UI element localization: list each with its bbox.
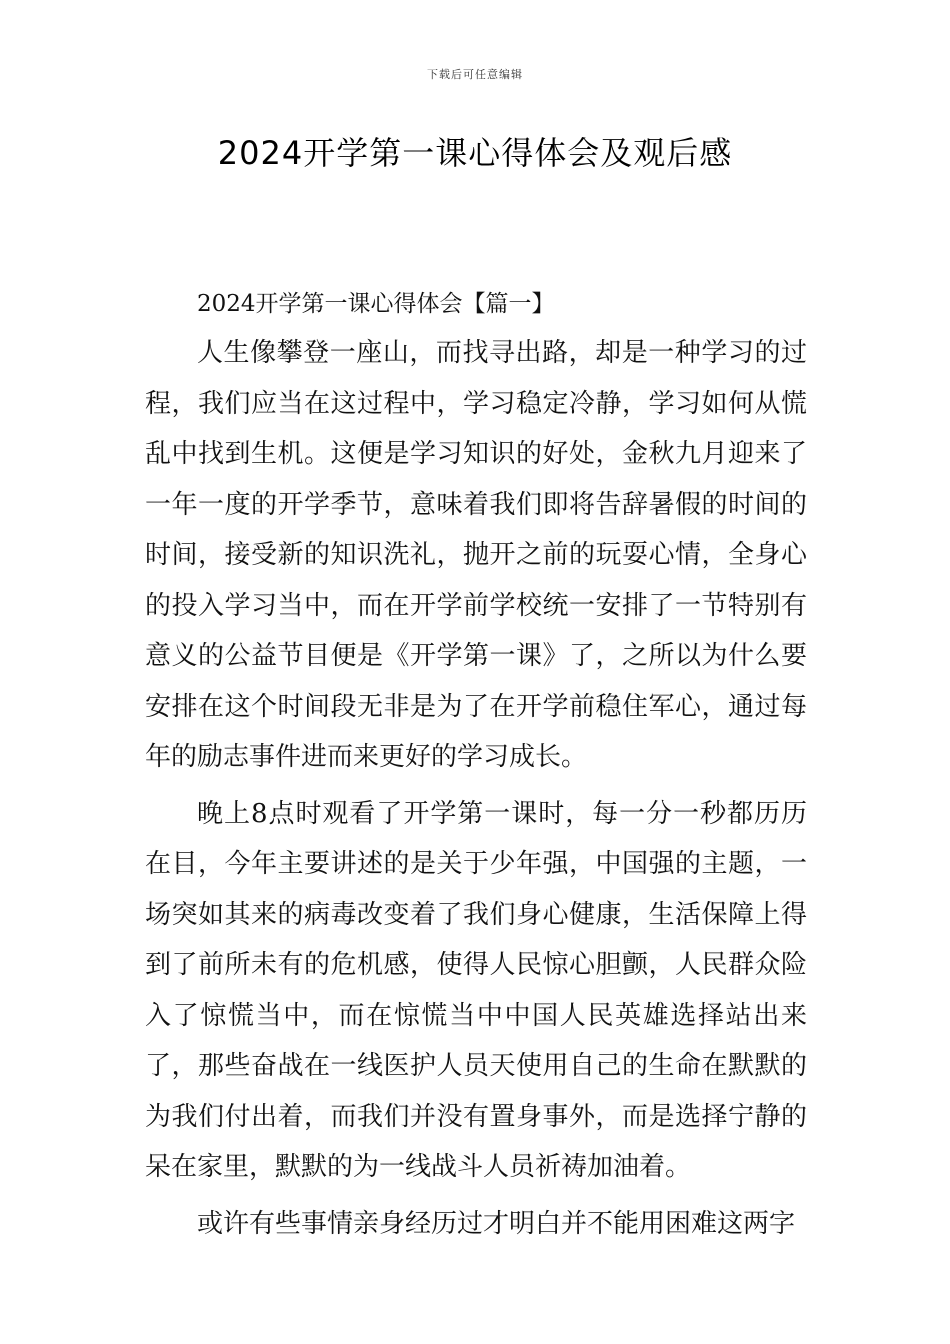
paragraph-3: 或许有些事情亲身经历过才明白并不能用困难这两字 bbox=[197, 1208, 796, 1239]
document-body bbox=[145, 280, 807, 1249]
section-heading: 2024开学第一课心得体会【篇一】 bbox=[197, 291, 555, 317]
paragraph-2: 晚上8点时观看了开学第一课时，每一分一秒都历历在目，今年主要讲述的是关于少年强，中国强的主题，一场突如其来的病毒改变着了我们身心健康，生活保障上得到了前所未有的危机感，使得人民惊心胆颤，人民群众险入了惊慌当中，而在惊慌当中中国人民英雄选择站出来了，那些奋战在一线医护人员天使用自己的生命在默默的为我们付出着，而我们并没有置身事外，而是选择宁静的呆在家里，默默的为一线战斗人员祈祷加油着。 bbox=[145, 798, 807, 1182]
paragraph-1: 人生像攀登一座山，而找寻出路，却是一种学习的过程，我们应当在这过程中，学习稳定冷静，学习如何从慌乱中找到生机。这便是学习知识的好处，金秋九月迎来了一年一度的开学季节，意味着我们即将告辞暑假的时间的时间，接受新的知识洗礼，抛开之前的玩耍心情，全身心的投入学习当中，而在开学前学校统一安排了一节特别有意义的公益节目便是《开学第一课》了，之所以为什么要安排在这个时间段无非是为了在开学前稳住军心，通过每年的励志事件进而来更好的学习成长。 bbox=[145, 338, 807, 772]
header-note: 下载后可任意编辑 bbox=[427, 68, 523, 81]
document-title: 2024开学第一课心得体会及观后感 bbox=[217, 134, 733, 172]
